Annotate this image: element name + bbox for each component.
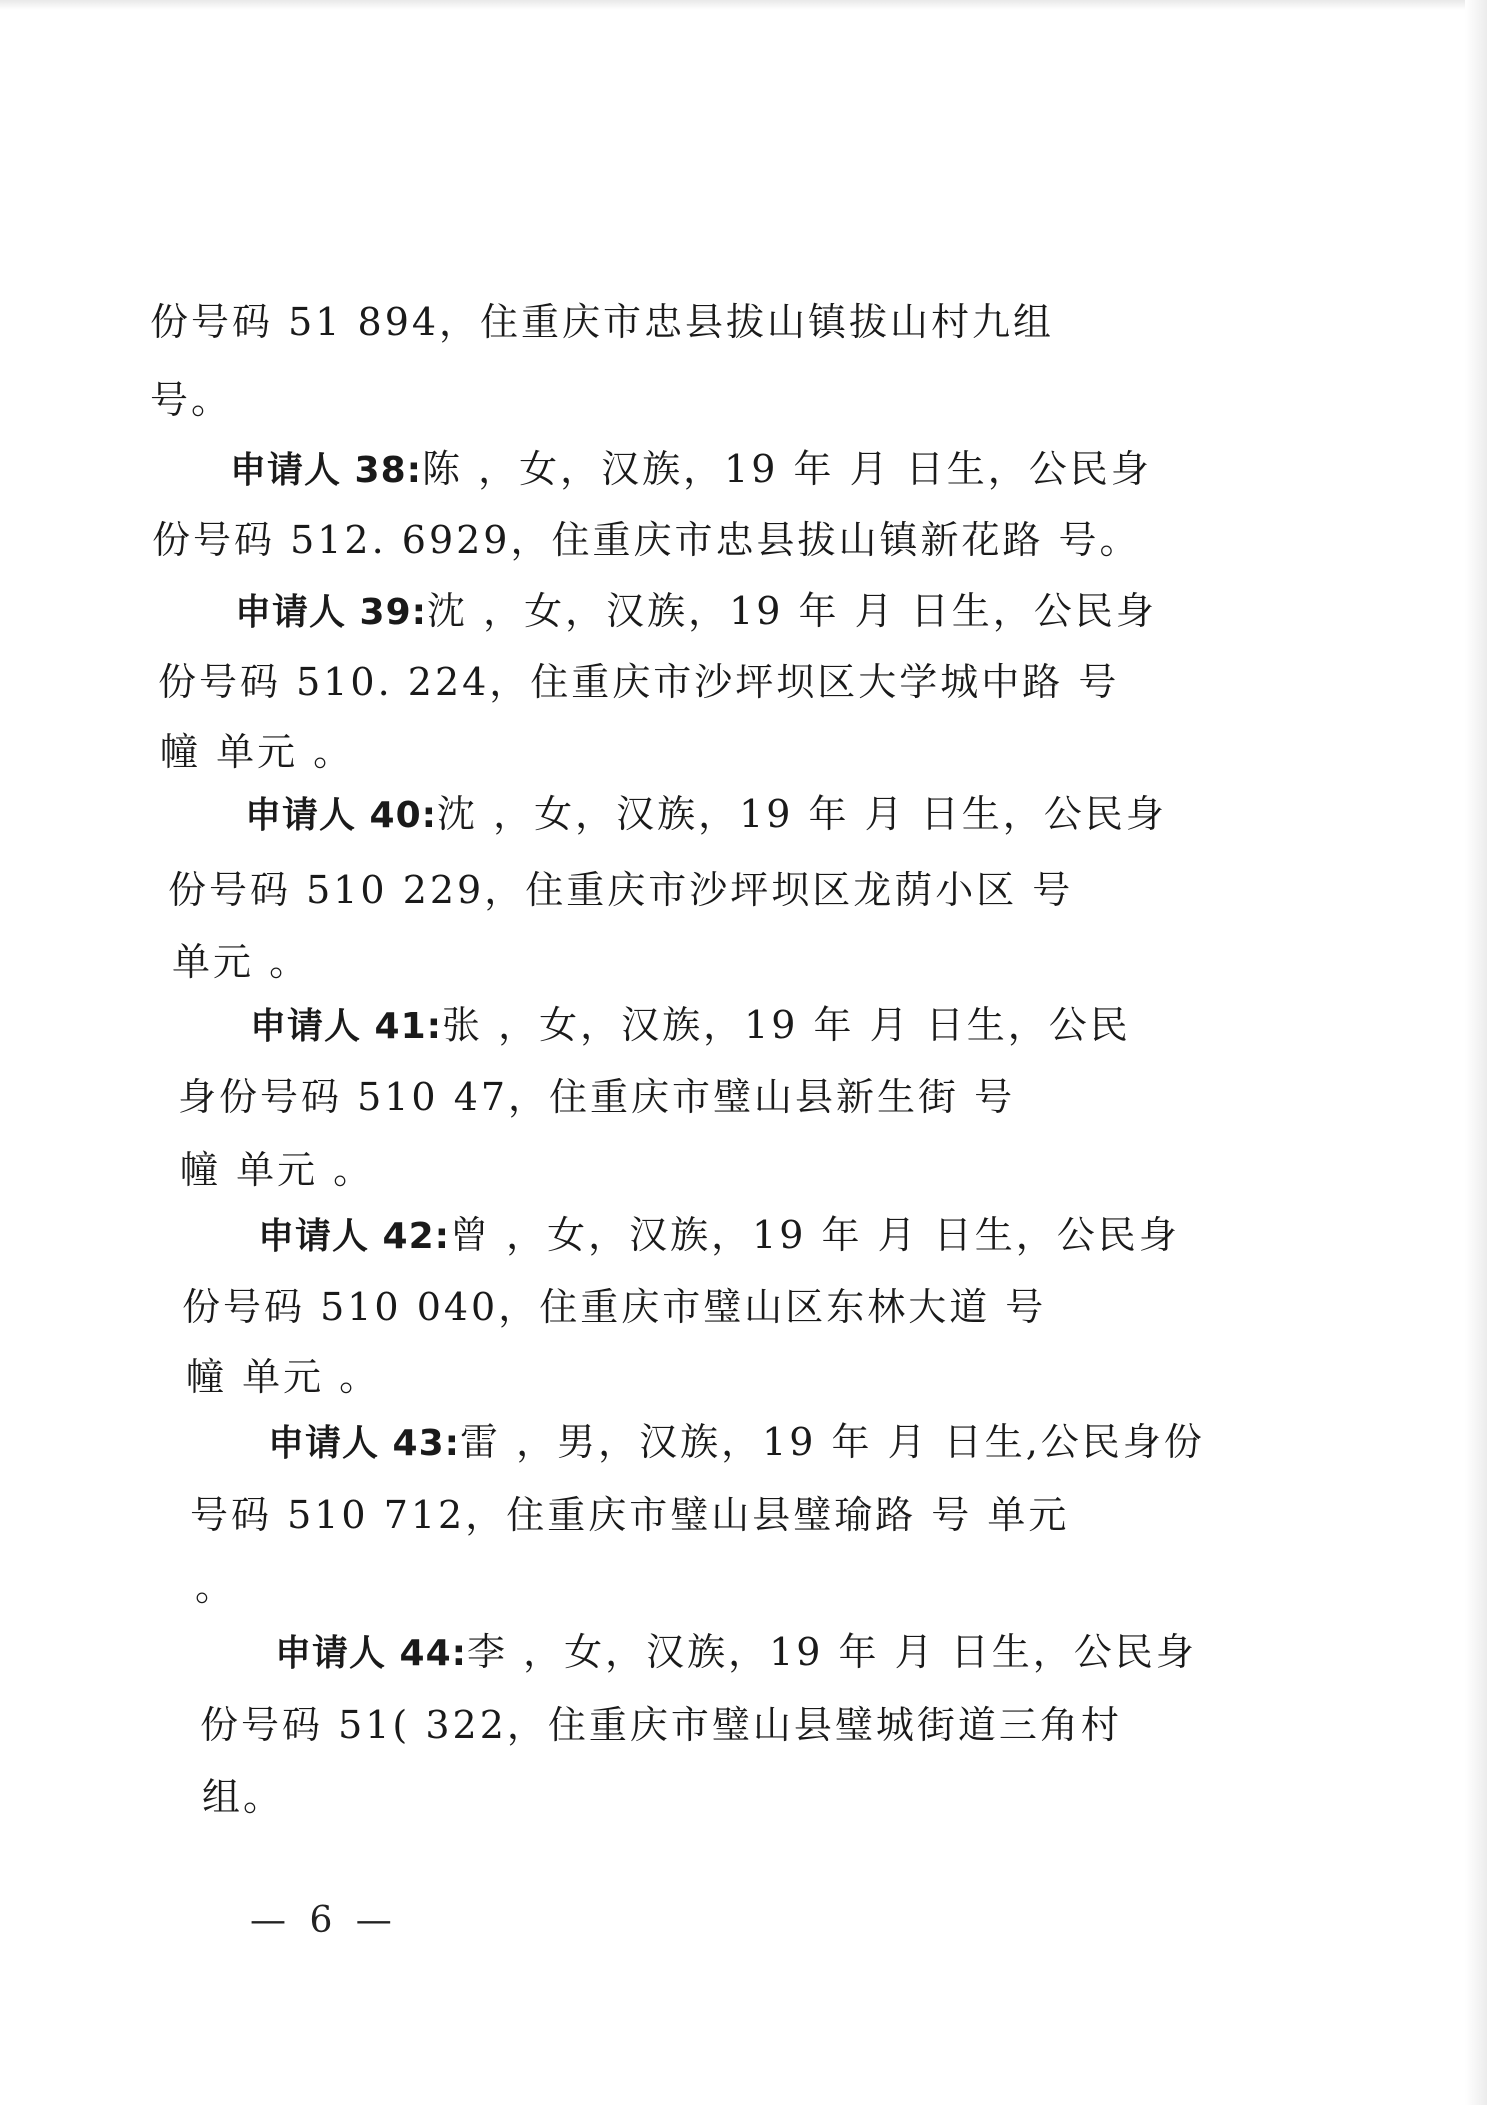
applicant-43-line [268, 1420, 1205, 1466]
line-text: 身份号码 510 47，住重庆市璧山县新生街 号 [178, 1075, 1016, 1119]
line-text: 沈 ，女，汉族，19 年 月 日生，公民身 [437, 792, 1167, 836]
line-text: 号。 [150, 378, 233, 422]
scan-edge-right [1465, 0, 1487, 2105]
applicant-label: 申请人 39: [235, 592, 428, 633]
text-line [200, 1703, 1122, 1747]
line-text: 幢 单元 。 [160, 730, 355, 774]
text-line [202, 1775, 284, 1819]
line-text: 份号码 51 894，住重庆市忠县拔山镇拔山村九组 [150, 300, 1055, 344]
text-line [178, 1075, 1015, 1119]
text-line [180, 1148, 374, 1192]
applicant-label: 申请人 43: [268, 1423, 461, 1464]
line-text: 号码 510 712，住重庆市璧山县璧瑜路 号 单元 [190, 1493, 1070, 1537]
text-line [186, 1355, 380, 1399]
applicant-label: 申请人 41: [250, 1006, 443, 1047]
applicant-40-line [245, 792, 1167, 838]
applicant-42-line [258, 1213, 1180, 1259]
line-text: 份号码 510 040，住重庆市璧山区东林大道 号 [182, 1285, 1047, 1329]
applicant-39-line [235, 589, 1157, 635]
text-line [150, 300, 1054, 344]
line-text: 陈 ，女，汉族，19 年 月 日生，公民身 [422, 447, 1152, 491]
applicant-38-line [230, 447, 1152, 493]
line-text: 份号码 510. 224，住重庆市沙坪坝区大学城中路 号 [158, 660, 1120, 704]
line-text: 份号码 512. 6929，住重庆市忠县拔山镇新花路 号。 [152, 518, 1141, 562]
scan-edge-top [0, 0, 1487, 10]
text-line [182, 1285, 1046, 1329]
text-line [168, 868, 1073, 912]
line-text: 幢 单元 。 [186, 1355, 381, 1399]
applicant-41-line [250, 1003, 1131, 1049]
text-line [158, 660, 1119, 704]
line-text: 李 ，女，汉族，19 年 月 日生，公民身 [467, 1630, 1197, 1674]
text-line [152, 518, 1141, 562]
line-text: 曾 ，女，汉族，19 年 月 日生，公民身 [450, 1213, 1180, 1257]
applicant-label: 申请人 38: [230, 450, 423, 491]
line-text: 幢 单元 。 [180, 1148, 375, 1192]
text-line [150, 378, 232, 422]
line-text: 单元 。 [172, 940, 311, 984]
line-text: 雷 ，男，汉族，19 年 月 日生,公民身份 [460, 1420, 1205, 1464]
applicant-label: 申请人 42: [258, 1216, 451, 1257]
line-text: 组。 [202, 1775, 285, 1819]
applicant-44-line [275, 1630, 1197, 1676]
text-line [172, 940, 310, 984]
line-text: 份号码 510 229，住重庆市沙坪坝区龙荫小区 号 [168, 868, 1074, 912]
line-text: 张 ，女，汉族，19 年 月 日生，公民 [442, 1003, 1131, 1047]
line-text: 。 [195, 1565, 237, 1609]
text-line [195, 1565, 236, 1609]
page-number: — 6 — [250, 1900, 398, 1941]
line-text: 份号码 51( 322，住重庆市璧山县璧城街道三角村 [200, 1703, 1122, 1747]
line-text: 沈 ，女，汉族，19 年 月 日生，公民身 [427, 589, 1157, 633]
text-line [160, 730, 354, 774]
applicant-label: 申请人 44: [275, 1633, 468, 1674]
text-line [190, 1493, 1069, 1537]
applicant-label: 申请人 40: [245, 795, 438, 836]
